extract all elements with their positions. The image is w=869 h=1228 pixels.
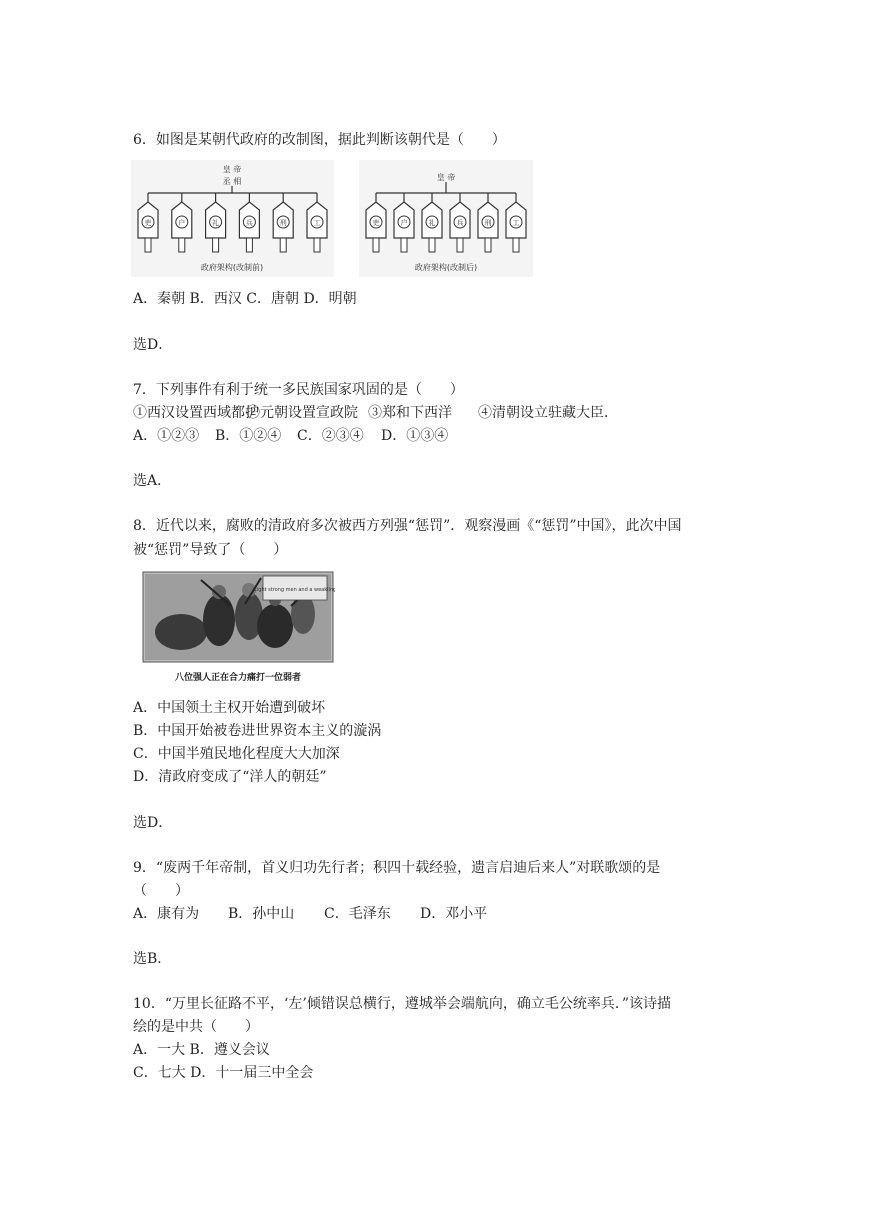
q9-option-a: A．康有为 bbox=[133, 906, 200, 922]
fig-after-caption: 政府架构(改制后) bbox=[414, 263, 478, 272]
q10-stem-line-2: 绘的是中共（ ） bbox=[133, 1019, 259, 1035]
fig-before-top-label-2: 丞 相 bbox=[222, 177, 242, 186]
q8-option-b: B．中国开始被卷进世界资本主义的漩涡 bbox=[133, 723, 382, 739]
q8-option-c: C．中国半殖民地化程度大大加深 bbox=[133, 746, 340, 762]
before-ministry-box bbox=[273, 193, 293, 252]
q9-option-b: B．孙中山 bbox=[228, 906, 295, 922]
q7-option-c: C．②③④ bbox=[297, 428, 364, 444]
cartoon-image bbox=[141, 570, 335, 688]
q9-options bbox=[133, 902, 487, 926]
q9-option-c: C．毛泽东 bbox=[324, 906, 391, 922]
q8-stem-line-1: 8．近代以来，腐败的清政府多次被西方列强“惩罚”．观察漫画《“惩罚”中国》，此次中国 bbox=[133, 518, 682, 534]
q10-options-line-1: A．一大 B．遵义会议 bbox=[133, 1042, 270, 1058]
q6-answer: 选D． bbox=[133, 337, 173, 353]
after-ministry-label: 吏 bbox=[372, 219, 380, 227]
after-ministry-label: 工 bbox=[512, 219, 520, 227]
after-ministry-label: 兵 bbox=[456, 219, 464, 227]
before-ministry-box bbox=[307, 193, 327, 252]
after-ministry-box bbox=[366, 193, 386, 252]
q8-cartoon bbox=[141, 570, 335, 688]
q7-option-a: A．①②③ bbox=[133, 428, 200, 444]
after-ministry-label: 户 bbox=[400, 219, 408, 227]
q7-option-d: D．①③④ bbox=[381, 428, 449, 444]
before-ministry-label: 工 bbox=[313, 219, 321, 227]
q8-option-a: A．中国领土主权开始遭到破坏 bbox=[133, 700, 326, 716]
fig-after-top-label-1: 皇 帝 bbox=[436, 173, 456, 182]
q6-stem: 6．如图是某朝代政府的改制图，据此判断该朝代是（ ） bbox=[133, 132, 506, 148]
cartoon-caption: 八位强人正在合力痛打一位弱者 bbox=[174, 673, 302, 683]
after-ministry-label: 刑 bbox=[484, 219, 492, 227]
q7-item-1: ①西汉设置西域都护 bbox=[133, 405, 259, 421]
org-chart-after bbox=[359, 160, 533, 277]
q9-option-d: D．邓小平 bbox=[420, 906, 488, 922]
after-ministry-label: 礼 bbox=[428, 219, 436, 227]
after-ministry-box bbox=[478, 193, 498, 252]
q9-stem-line-1: 9．“废两千年帝制，首义归功先行者；积四十载经验，遗言启迪后来人”对联歌颂的是 bbox=[133, 860, 661, 876]
q7-answer: 选A． bbox=[133, 473, 172, 489]
q9-stem-line-2: （ ） bbox=[133, 883, 189, 899]
after-ministry-box bbox=[422, 193, 442, 252]
q7-stem: 7．下列事件有利于统一多民族国家巩固的是（ ） bbox=[133, 382, 464, 398]
q8-answer: 选D． bbox=[133, 815, 173, 831]
q6-figure-before bbox=[131, 160, 334, 277]
before-ministry-box bbox=[206, 193, 226, 252]
before-ministry-box bbox=[138, 193, 158, 252]
q7-item-4: ④清朝设立驻藏大臣． bbox=[478, 405, 618, 421]
before-ministry-box bbox=[239, 193, 259, 252]
fig-before-top-label-1: 皇 帝 bbox=[222, 165, 242, 174]
after-ministry-box bbox=[394, 193, 414, 252]
org-chart-before bbox=[131, 160, 334, 277]
q7-item-3: ③郑和下西洋 bbox=[368, 405, 452, 421]
q7-option-b: B．①②④ bbox=[215, 428, 282, 444]
q7-options bbox=[133, 424, 448, 448]
q7-item-2: ②元朝设置宣政院 bbox=[246, 405, 358, 421]
fig-before-caption: 政府架构(改制前) bbox=[200, 263, 264, 272]
after-ministry-box bbox=[450, 193, 470, 252]
q10-options-line-2: C．七大 D．十一届三中全会 bbox=[133, 1065, 314, 1081]
q10-stem-line-1: 10．“万里长征路不平，‘左’倾错误总横行，遵城举会端航向，确立毛公统率兵．”该诗描 bbox=[133, 996, 672, 1012]
after-ministry-box bbox=[506, 193, 526, 252]
before-ministry-label: 礼 bbox=[212, 219, 220, 227]
q9-answer: 选B． bbox=[133, 951, 172, 967]
before-ministry-box bbox=[172, 193, 192, 252]
q6-options: A．秦朝 B．西汉 C．唐朝 D．明朝 bbox=[133, 291, 357, 307]
q8-option-d: D．清政府变成了“洋人的朝廷” bbox=[133, 769, 327, 785]
before-ministry-label: 刑 bbox=[279, 219, 287, 227]
cartoon-inset-text: Eight strong men and a weakling bbox=[253, 587, 335, 593]
q7-items bbox=[133, 401, 618, 425]
before-ministry-label: 户 bbox=[178, 219, 186, 227]
before-ministry-label: 兵 bbox=[245, 219, 253, 227]
before-ministry-label: 吏 bbox=[144, 219, 152, 227]
q6-figure-after bbox=[359, 160, 533, 277]
q8-stem-line-2: 被“惩罚”导致了（ ） bbox=[133, 542, 288, 558]
